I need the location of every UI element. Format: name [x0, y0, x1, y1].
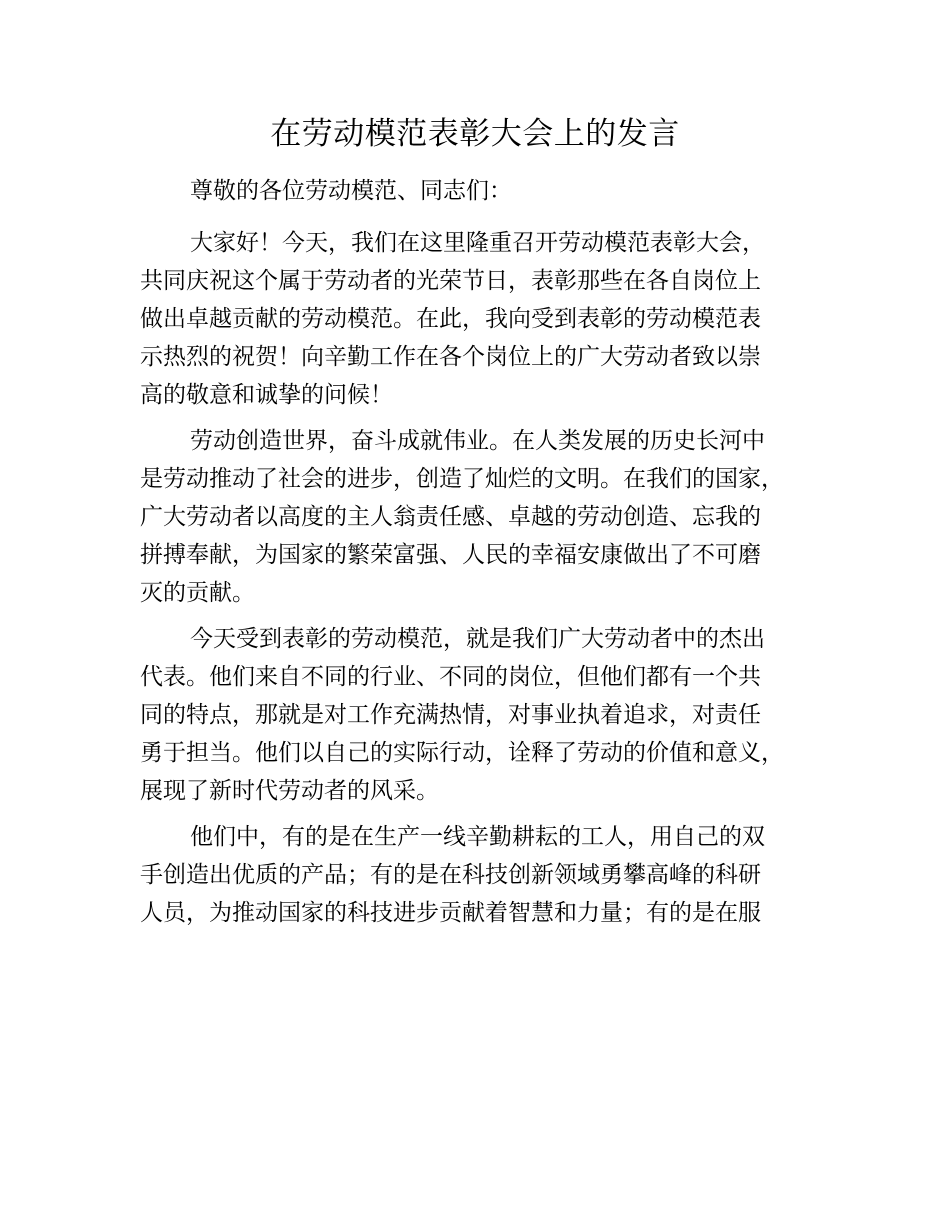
paragraph-1	[140, 224, 820, 414]
text-line: 人员，为推动国家的科技进步贡献着智慧和力量；有的是在服	[140, 900, 761, 926]
text-line: 同的特点，那就是对工作充满热情，对事业执着追求，对责任	[140, 702, 761, 728]
text-line: 广大劳动者以高度的主人翁责任感、卓越的劳动创造、忘我的	[140, 504, 761, 530]
salutation	[140, 172, 820, 210]
paragraph-4	[140, 818, 820, 932]
text-line: 灭的贡献。	[140, 580, 255, 606]
document-title: 在劳动模范表彰大会上的发言	[270, 116, 680, 152]
text-line: 示热烈的祝贺！向辛勤工作在各个岗位上的广大劳动者致以崇	[140, 344, 761, 370]
text-line: 拼搏奉献，为国家的繁荣富强、人民的幸福安康做出了不可磨	[140, 542, 761, 568]
text-line: 手创造出优质的产品；有的是在科技创新领域勇攀高峰的科研	[140, 862, 761, 888]
text-line: 高的敬意和诚挚的问候！	[140, 382, 393, 408]
text-line: 勇于担当。他们以自己的实际行动，诠释了劳动的价值和意义，	[140, 740, 784, 766]
text-line: 今天受到表彰的劳动模范，就是我们广大劳动者中的杰出	[190, 626, 765, 652]
text-line: 劳动创造世界，奋斗成就伟业。在人类发展的历史长河中	[190, 428, 765, 454]
text-line: 共同庆祝这个属于劳动者的光荣节日，表彰那些在各自岗位上	[140, 268, 761, 294]
text-line: 他们中，有的是在生产一线辛勤耕耘的工人，用自己的双	[190, 824, 765, 850]
text-line: 展现了新时代劳动者的风采。	[140, 778, 439, 804]
text-line: 是劳动推动了社会的进步，创造了灿烂的文明。在我们的国家，	[140, 466, 784, 492]
text-line: 做出卓越贡献的劳动模范。在此，我向受到表彰的劳动模范表	[140, 306, 761, 332]
paragraph-2	[140, 422, 820, 612]
salutation-line: 尊敬的各位劳动模范、同志们：	[190, 178, 512, 204]
text-line: 大家好！今天，我们在这里隆重召开劳动模范表彰大会，	[190, 230, 765, 256]
text-line: 代表。他们来自不同的行业、不同的岗位，但他们都有一个共	[140, 664, 761, 690]
document-body	[140, 172, 820, 940]
paragraph-3	[140, 620, 820, 810]
